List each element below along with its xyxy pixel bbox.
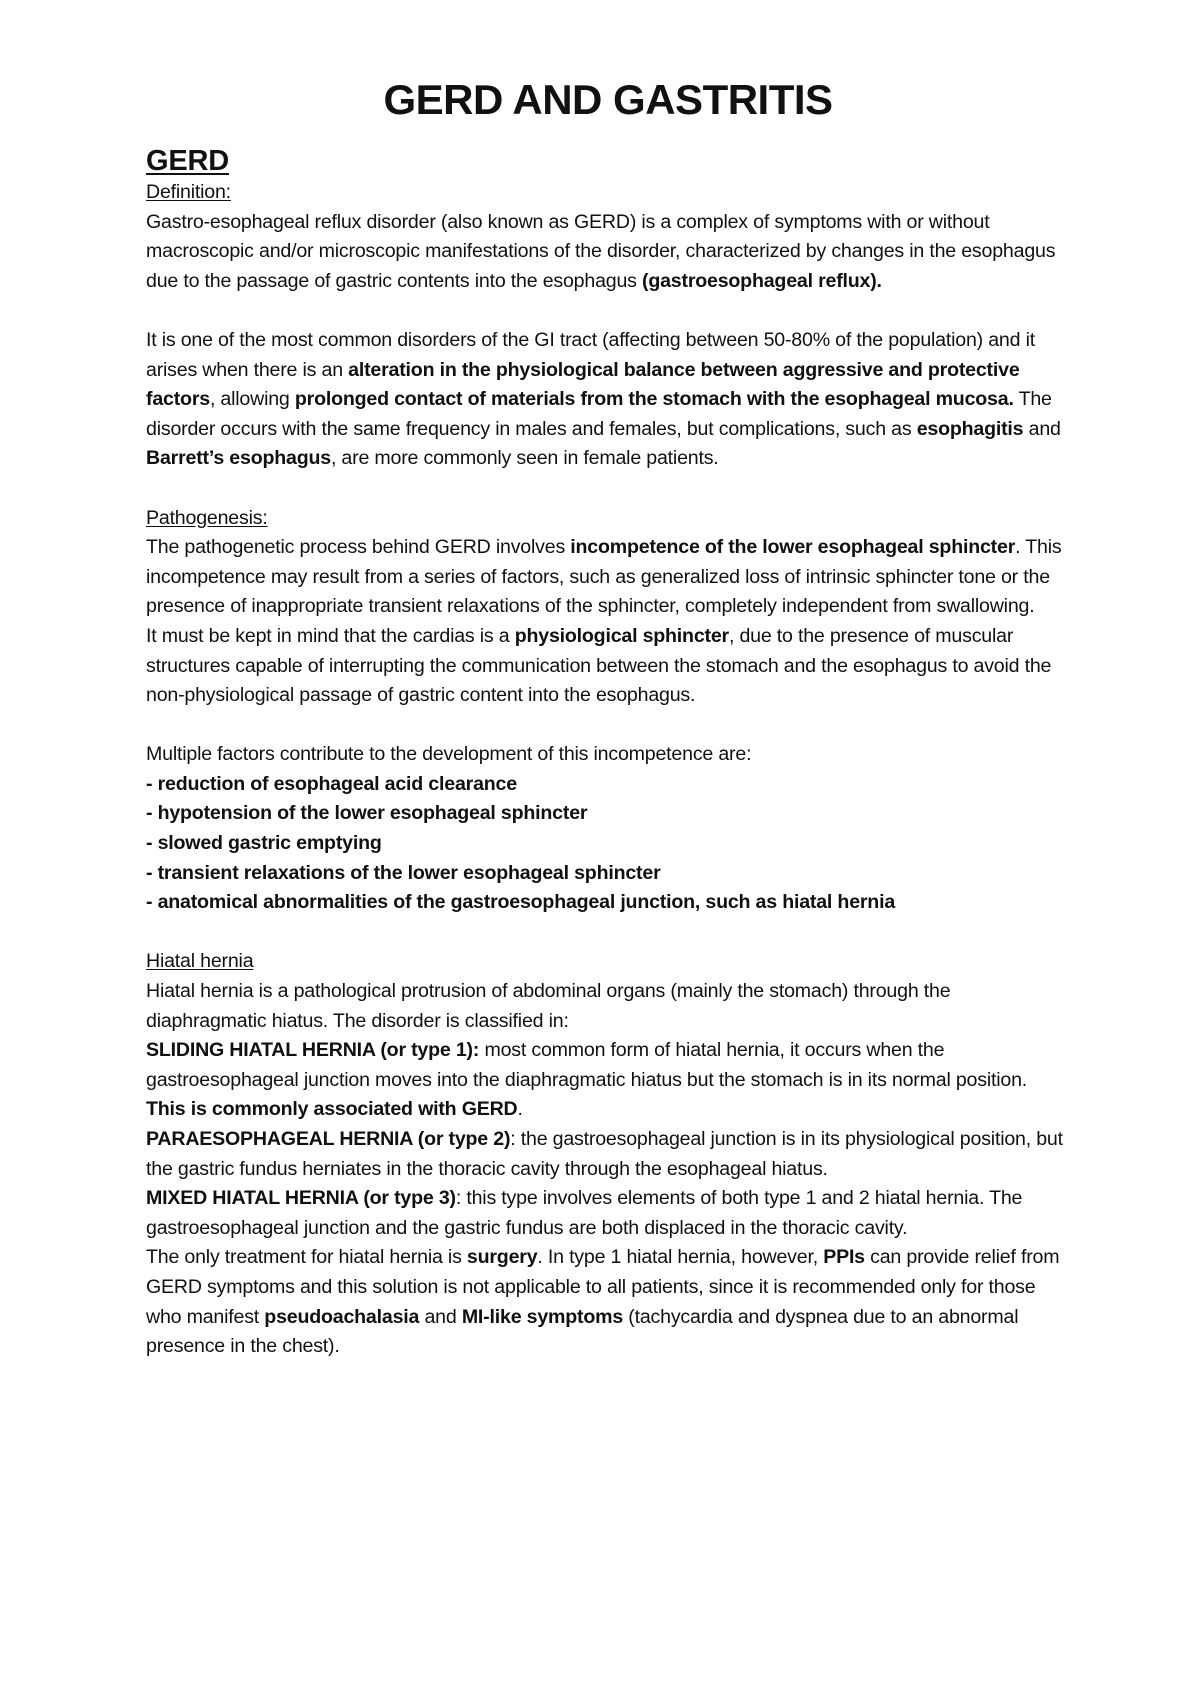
text-run: The pathogenetic process behind GERD involves (146, 536, 571, 559)
bold-text-run: MIXED HIATAL HERNIA (or type 3) (146, 1187, 456, 1210)
definition-heading: Definition: (146, 181, 231, 203)
text-run: , are more commonly seen in female patients. (330, 447, 719, 470)
text-run: can provide relief from GERD symptoms and this solution is not applicable to all patients, since it is recommended only for those who manifest (146, 1246, 1060, 1328)
list-item: - hypotension of the lower esophageal sphincter (146, 802, 588, 825)
text-run: Gastro-esophageal reflux disorder (also known as GERD) is a complex of symptoms with or without macroscopic and/or microscopic manifestations of the disorder, characterized by changes in the esophagus due to the passage of gastric contents into the esophagus (146, 210, 1056, 292)
text-run: , due to the presence of muscular structures capable of interrupting the communication between the stomach and the esophagus to avoid the non-physiological passage of gastric content into the esophagus. (146, 624, 1052, 707)
bold-text-run: physiological sphincter (514, 624, 729, 647)
bold-text-run: PARAESOPHAGEAL HERNIA (or type 2) (146, 1128, 511, 1150)
factors-list (146, 770, 1070, 918)
list-item: - slowed gastric emptying (146, 832, 382, 855)
document-page (146, 74, 1070, 1362)
bold-text-run: Barrett’s esophagus (146, 447, 331, 470)
text-run: Hiatal hernia is a pathological protrusion of abdominal organs (mainly the stomach) through the diaphragmatic hiatus. The disorder is classified in: (146, 980, 951, 1032)
document-title: GERD AND GASTRITIS (383, 76, 833, 123)
list-item: - reduction of esophageal acid clearance (146, 772, 517, 795)
bold-text-run: This is commonly associated with GERD (146, 1098, 518, 1121)
bold-text-run: MI-like symptoms (461, 1305, 624, 1328)
hiatal-hernia-type-1 (146, 1036, 1070, 1125)
definition-paragraph-1 (146, 208, 1070, 297)
hiatal-hernia-type-3 (146, 1184, 1070, 1243)
text-run: : the gastroesophageal junction is in its physiological position, but the gastric fundus herniates in the thoracic cavity through the esophageal hiatus. (146, 1128, 1063, 1180)
hiatal-hernia-heading: Hiatal hernia (146, 950, 254, 973)
text-run: (tachycardia and dyspnea due to an abnormal presence in the chest). (146, 1305, 1019, 1358)
list-item: - transient relaxations of the lower esophageal sphincter (146, 861, 661, 884)
bold-text-run: surgery (466, 1246, 538, 1269)
bold-text-run: PPIs (823, 1246, 865, 1269)
pathogenesis-paragraph-1 (146, 533, 1070, 622)
hiatal-hernia-intro (146, 977, 1070, 1036)
bold-text-run: pseudoachalasia (264, 1305, 420, 1328)
text-run: . (517, 1098, 523, 1121)
text-run: The disorder occurs with the same frequency in males and females, but complications, such as (146, 388, 1052, 440)
bold-text-run: prolonged contact of materials from the stomach with the esophageal mucosa. (294, 388, 1014, 411)
bold-text-run: (gastroesophageal reflux). (642, 269, 882, 292)
list-item: - anatomical abnormalities of the gastroesophageal junction, such as hiatal hernia (146, 891, 896, 914)
text-run: , allowing (209, 388, 295, 411)
hiatal-hernia-treatment (146, 1243, 1070, 1361)
text-run: and (1023, 417, 1061, 440)
pathogenesis-paragraph-2 (146, 622, 1070, 711)
bold-text-run: incompetence of the lower esophageal sphincter (570, 536, 1016, 559)
hiatal-hernia-type-2 (146, 1125, 1070, 1184)
bold-text-run: SLIDING HIATAL HERNIA (or type 1): (146, 1039, 480, 1062)
text-run: The only treatment for hiatal hernia is (146, 1246, 467, 1269)
text-run: . This incompetence may result from a series of factors, such as generalized loss of intrinsic sphincter tone or the presence of inappropriate transient relaxations of the sphincter, completely independent from swallowing. (146, 536, 1062, 618)
text-run: : this type involves elements of both type 1 and 2 hiatal hernia. The gastroesophageal junction and the gastric fundus are both displaced in the thoracic cavity. (146, 1187, 1023, 1239)
text-run: most common form of hiatal hernia, it occurs when the gastroesophageal junction moves into the diaphragmatic hiatus but the stomach is in its normal position. (146, 1039, 1028, 1091)
definition-paragraph-2 (146, 326, 1070, 474)
text-run: and (419, 1305, 462, 1328)
section-title-gerd: GERD (146, 145, 229, 177)
text-run: It must be kept in mind that the cardias is a (146, 624, 515, 647)
factors-intro: Multiple factors contribute to the development of this incompetence are: (146, 743, 752, 766)
pathogenesis-heading: Pathogenesis: (146, 506, 268, 529)
bold-text-run: esophagitis (916, 417, 1024, 440)
text-run: It is one of the most common disorders of the GI tract (affecting between 50-80% of the population) and it arises when there is an (146, 328, 1035, 381)
bold-text-run: alteration in the physiological balance between aggressive and protective factors (146, 358, 1020, 411)
text-run: . In type 1 hiatal hernia, however, (537, 1246, 824, 1269)
